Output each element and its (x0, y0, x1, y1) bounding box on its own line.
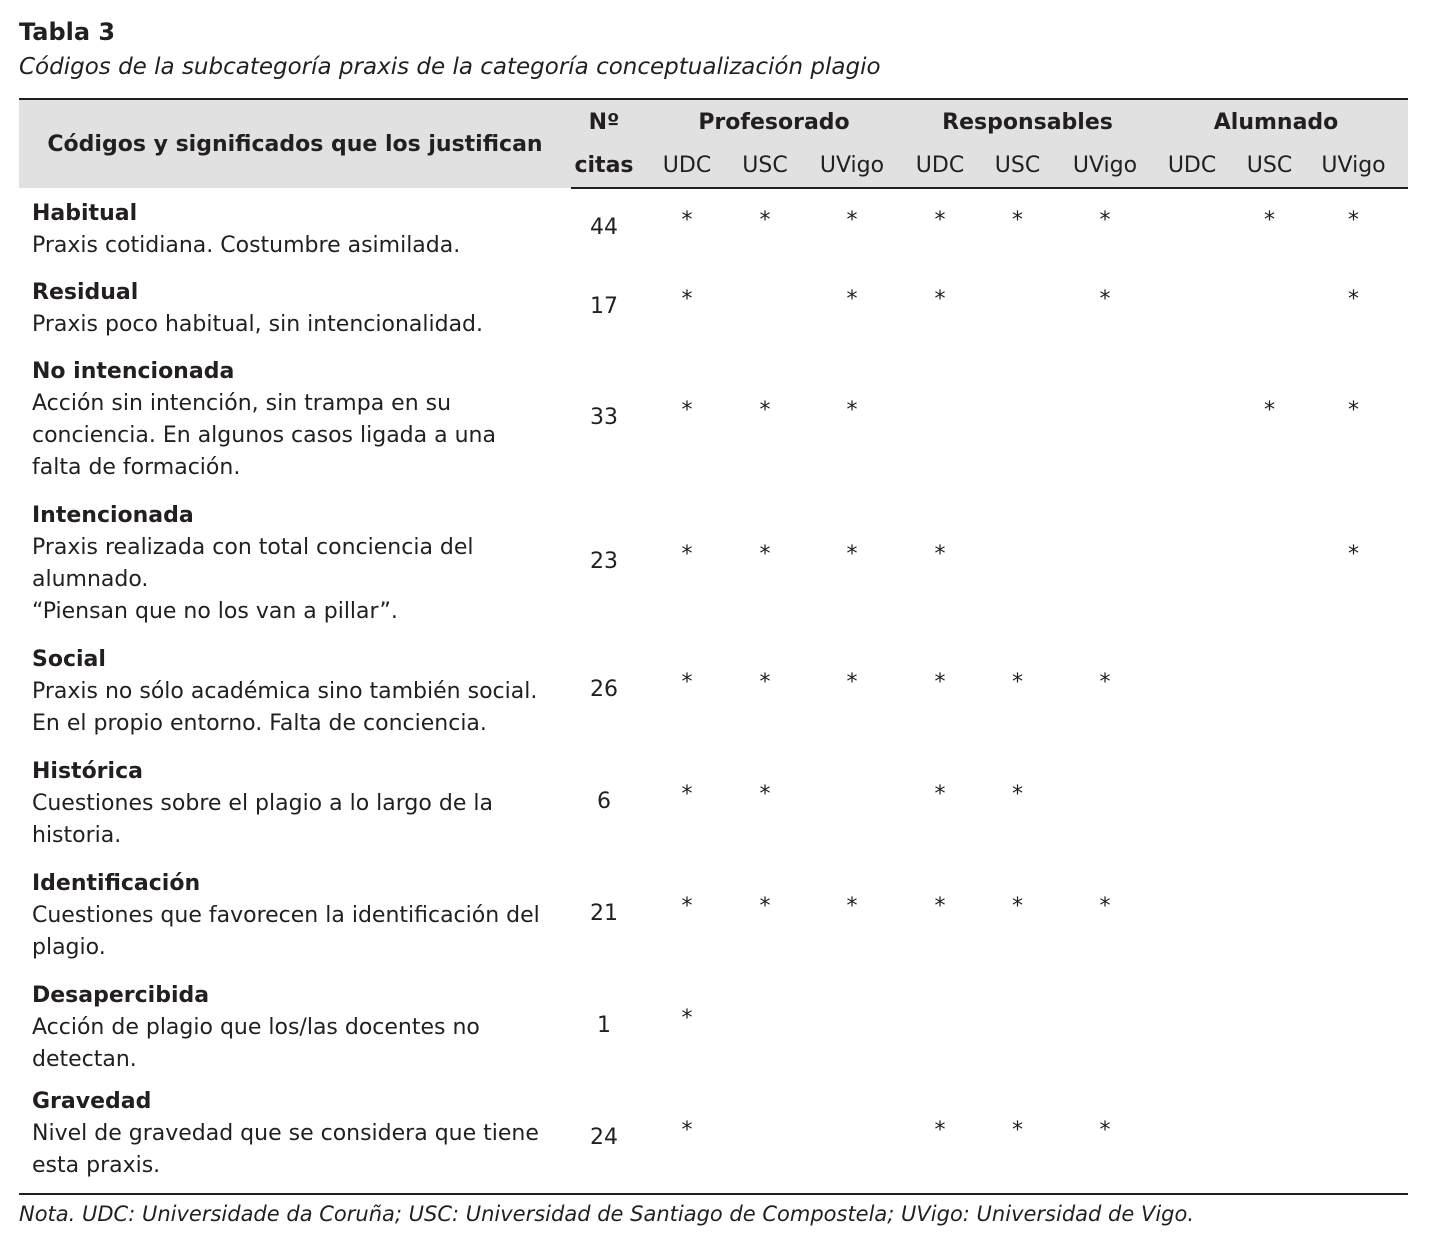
presence-mark: * (846, 286, 858, 312)
presence-mark (1144, 490, 1240, 634)
code-name: Desapercibida (32, 983, 210, 1008)
presence-mark (1066, 490, 1144, 634)
presence-mark: * (681, 286, 693, 312)
code-name: Histórica (32, 759, 143, 784)
presence-mark: * (1099, 894, 1111, 919)
presence-mark: * (846, 542, 858, 567)
presence-mark (793, 746, 911, 858)
presence-mark (969, 970, 1066, 1082)
header-university: UVigo (1066, 144, 1144, 188)
table-row (19, 490, 1408, 634)
presence-mark: * (911, 1082, 969, 1194)
header-university: USC (737, 144, 793, 188)
codes-table (19, 98, 1408, 1195)
table-row (19, 970, 1408, 1082)
table-note: Nota. UDC: Universidade da Coruña; USC: Universidad de Santiago de Compostela; UVigo: Universidad de Vigo. (19, 1202, 1195, 1226)
code-name: Identificación (32, 871, 201, 896)
code-cell (19, 858, 571, 970)
presence-mark: * (934, 286, 946, 312)
presence-mark: * (681, 1006, 693, 1031)
presence-mark: * (1348, 208, 1360, 233)
table-row (19, 267, 1408, 346)
presence-mark: * (1066, 1082, 1144, 1194)
presence-mark (969, 267, 1066, 346)
header-codes: Códigos y significados que los justifican (19, 99, 571, 188)
table-row (19, 634, 1408, 746)
code-meaning: Praxis cotidiana. Costumbre asimilada. (32, 233, 461, 258)
presence-mark (737, 1082, 793, 1194)
presence-mark (969, 346, 1066, 490)
citation-count: 1 (597, 1013, 611, 1038)
citation-count: 17 (590, 293, 618, 319)
presence-mark (1144, 346, 1240, 490)
code-meaning: Acción de plagio que los/las docentes no detectan. (32, 1015, 480, 1072)
presence-mark (1144, 188, 1240, 267)
header-count-line1: Nº (571, 99, 637, 144)
presence-mark: * (1012, 670, 1023, 695)
presence-mark (1144, 267, 1240, 346)
presence-mark: * (1099, 670, 1111, 695)
code-name: Residual (32, 280, 139, 305)
presence-mark: * (1348, 286, 1360, 312)
citation-count: 33 (590, 405, 618, 430)
presence-mark (969, 490, 1066, 634)
presence-mark: * (759, 542, 771, 567)
presence-mark (1240, 267, 1299, 346)
presence-mark (1144, 634, 1240, 746)
presence-mark (1240, 490, 1299, 634)
citation-count: 44 (590, 215, 618, 240)
presence-mark: * (681, 542, 693, 567)
table-row (19, 1082, 1408, 1194)
header-university: UVigo (793, 144, 911, 188)
presence-mark (1240, 858, 1299, 970)
presence-mark: * (681, 208, 693, 233)
citation-count: 6 (597, 789, 611, 814)
table-row (19, 188, 1408, 267)
code-meaning: Cuestiones sobre el plagio a lo largo de la historia. (32, 791, 493, 848)
presence-mark (737, 970, 793, 1082)
presence-mark: * (1348, 398, 1360, 423)
presence-mark: * (934, 542, 946, 567)
header-university: USC (969, 144, 1066, 188)
table-row (19, 858, 1408, 970)
code-meaning: Acción sin intención, sin trampa en su conciencia. En algunos casos ligada a una falta de formación. (32, 391, 496, 480)
presence-mark (1066, 746, 1144, 858)
presence-mark: * (1012, 782, 1023, 807)
presence-mark: * (759, 670, 771, 695)
presence-mark: * (681, 894, 693, 919)
code-cell (19, 188, 571, 267)
presence-mark: * (846, 208, 858, 233)
presence-mark (911, 970, 969, 1082)
code-name: Intencionada (32, 503, 194, 528)
presence-mark: * (681, 398, 693, 423)
code-cell (19, 746, 571, 858)
header-university: UDC (637, 144, 737, 188)
code-meaning: Praxis no sólo académica sino también social. En el propio entorno. Falta de conciencia. (32, 679, 538, 736)
table-row (19, 346, 1408, 490)
presence-mark: * (1012, 208, 1023, 233)
code-meaning: Nivel de gravedad que se considera que tiene esta praxis. (32, 1121, 539, 1178)
code-name: Gravedad (32, 1089, 152, 1114)
presence-mark: * (637, 1082, 737, 1194)
table-caption: Códigos de la subcategoría praxis de la categoría conceptualización plagio (19, 54, 881, 80)
citation-count: 24 (571, 1082, 637, 1194)
citation-count: 26 (590, 677, 618, 702)
presence-mark: * (1012, 894, 1023, 919)
presence-mark: * (934, 894, 946, 919)
presence-mark (793, 970, 911, 1082)
presence-mark: * (934, 670, 946, 695)
presence-mark (1299, 746, 1408, 858)
table-number: Tabla 3 (19, 18, 116, 46)
code-name: Habitual (32, 201, 138, 226)
code-meaning: Cuestiones que favorecen la identificación del plagio. (32, 903, 540, 960)
presence-mark: * (1099, 286, 1111, 312)
code-name: Social (32, 647, 106, 672)
presence-mark: * (681, 782, 693, 807)
presence-mark: * (934, 782, 946, 807)
code-cell (19, 267, 571, 346)
citation-count: 21 (590, 901, 618, 926)
header-group-alumnado: Alumnado (1144, 99, 1408, 144)
presence-mark (1144, 970, 1240, 1082)
presence-mark: * (759, 894, 771, 919)
presence-mark (1240, 1082, 1299, 1194)
presence-mark: * (759, 208, 771, 233)
presence-mark: * (1348, 542, 1360, 567)
presence-mark (911, 346, 969, 490)
presence-mark: * (1099, 208, 1111, 233)
presence-mark: * (1264, 398, 1276, 423)
presence-mark: * (846, 398, 858, 423)
code-cell (19, 346, 571, 490)
code-cell (19, 1082, 571, 1194)
presence-mark: * (681, 670, 693, 695)
presence-mark: * (969, 1082, 1066, 1194)
presence-mark: * (1264, 208, 1276, 233)
code-meaning: Praxis poco habitual, sin intencionalidad. (32, 312, 484, 337)
header-university: UDC (911, 144, 969, 188)
code-cell (19, 490, 571, 634)
presence-mark: * (846, 894, 858, 919)
presence-mark (1240, 746, 1299, 858)
presence-mark (1066, 346, 1144, 490)
code-cell (19, 634, 571, 746)
presence-mark (1299, 970, 1408, 1082)
presence-mark (737, 267, 793, 346)
header-group-profesorado: Profesorado (637, 99, 911, 144)
code-meaning: Praxis realizada con total conciencia del alumnado. “Piensan que no los van a pillar”. (32, 535, 474, 624)
code-name: No intencionada (32, 359, 235, 384)
table-row (19, 746, 1408, 858)
presence-mark: * (759, 782, 771, 807)
table-container (19, 14, 1408, 1231)
presence-mark (1240, 970, 1299, 1082)
presence-mark (1299, 634, 1408, 746)
table-body (19, 188, 1408, 1194)
header-count-line2: citas (571, 144, 637, 188)
presence-mark (1144, 1082, 1240, 1194)
header-university: UDC (1144, 144, 1240, 188)
header-group-responsables: Responsables (911, 99, 1144, 144)
presence-mark (1299, 1082, 1408, 1194)
code-cell (19, 970, 571, 1082)
presence-mark: * (934, 208, 946, 233)
presence-mark: * (759, 398, 771, 423)
presence-mark (793, 1082, 911, 1194)
citation-count: 23 (590, 549, 618, 574)
header-university: USC (1240, 144, 1299, 188)
presence-mark: * (846, 670, 858, 695)
presence-mark (1144, 746, 1240, 858)
presence-mark (1066, 970, 1144, 1082)
presence-mark (1240, 634, 1299, 746)
header-university: UVigo (1299, 144, 1408, 188)
presence-mark (1299, 858, 1408, 970)
presence-mark (1144, 858, 1240, 970)
